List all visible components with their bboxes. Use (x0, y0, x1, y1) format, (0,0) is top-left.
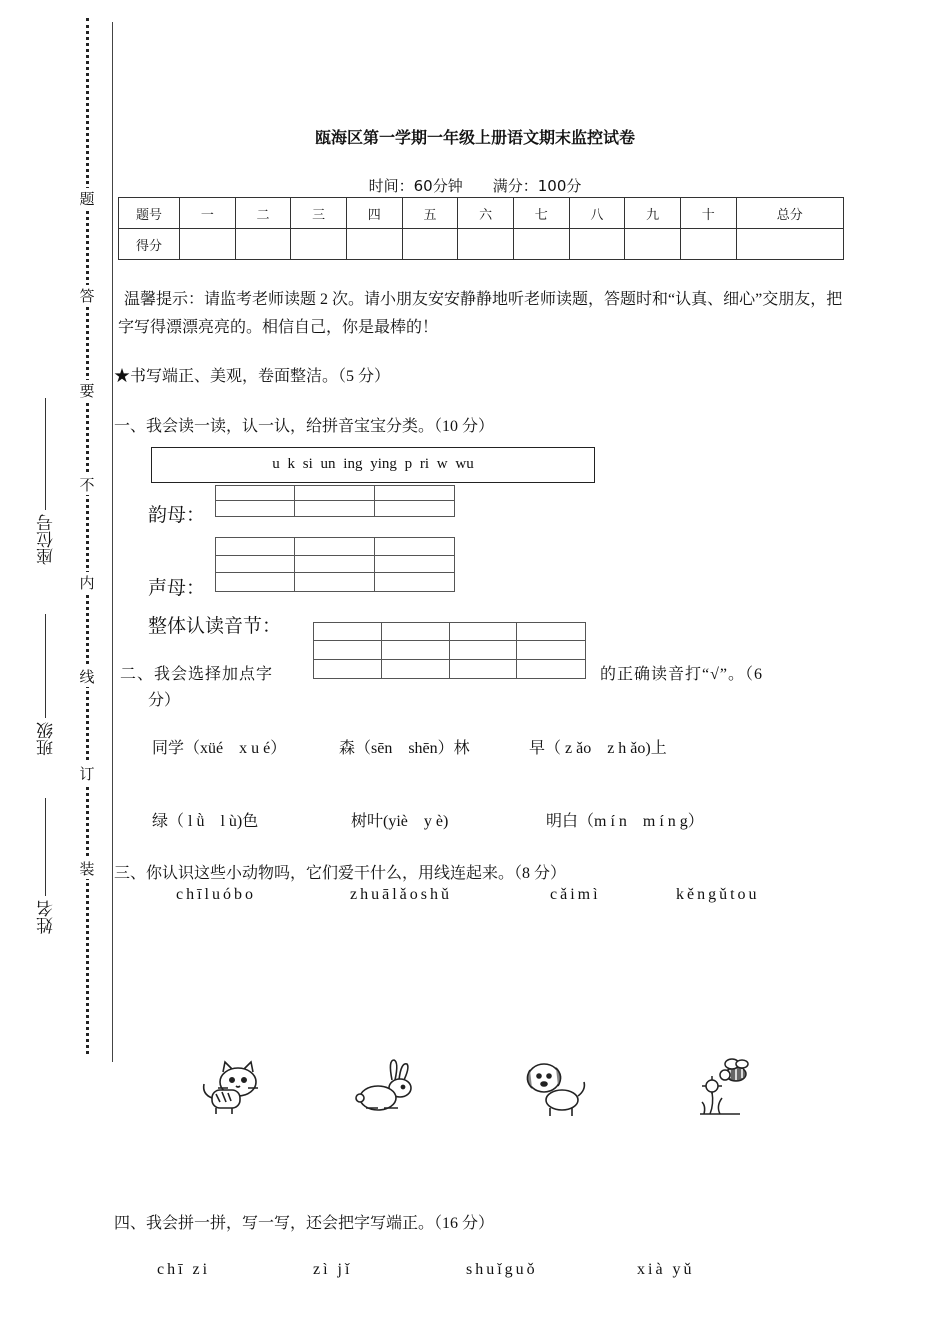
header-cell: 一 (180, 198, 236, 229)
score-cell[interactable] (625, 229, 681, 260)
q2-title-left: 二、我会选择加点字 (120, 666, 274, 683)
writing-note: ★书写端正、美观，卷面整洁。（5 分） (114, 368, 391, 385)
q2-item-2[interactable]: 森（sēn shēn）林 (339, 740, 470, 757)
q4-title: 四、我会拼一拼，写一写，还会把字写端正。（16 分） (114, 1215, 495, 1232)
bee-icon[interactable] (698, 1056, 754, 1118)
score-cell[interactable] (458, 229, 514, 260)
q2-title-right: 的正确读音打“√”。（6 (600, 666, 763, 683)
q4-pinyin-2: zì jǐ (313, 1261, 353, 1278)
margin-char-da: 答 (77, 285, 97, 306)
name-blank (45, 798, 46, 896)
score-cell[interactable] (680, 229, 736, 260)
score-cell[interactable] (235, 229, 291, 260)
score-cell[interactable] (513, 229, 569, 260)
score-cell[interactable] (569, 229, 625, 260)
tip-text: 温馨提示：请监考老师读题 2 次。请小朋友安安静静地听老师读题，答题时和“认真、细心”交朋友，把字写得漂漂亮亮的。相信自己，你是最棒的！ (118, 291, 843, 336)
score-cell[interactable] (736, 229, 843, 260)
score-cell[interactable] (346, 229, 402, 260)
q2-item-4[interactable]: 绿（ l ǜ l ù)色 (152, 813, 259, 830)
header-cell: 三 (291, 198, 347, 229)
header-cell: 五 (402, 198, 458, 229)
header-cell: 六 (458, 198, 514, 229)
margin-char-bu: 不 (77, 474, 97, 495)
header-cell: 题号 (119, 198, 180, 229)
binding-dotted-line (86, 18, 89, 1054)
score-cell[interactable] (180, 229, 236, 260)
header-cell: 总分 (736, 198, 843, 229)
header-cell: 八 (569, 198, 625, 229)
class-label: 班级 (37, 722, 57, 756)
zhengti-grid[interactable] (313, 622, 586, 679)
q1-title: 一、我会读一读，认一认，给拼音宝宝分类。（10 分） (114, 418, 495, 435)
q2-item-3[interactable]: 早（ z ǎo z h ǎo)上 (529, 740, 667, 757)
class-blank (45, 614, 46, 718)
q3-title: 三、你认识这些小动物吗，它们爱干什么，用线连起来。（8 分） (114, 865, 567, 882)
q3-pinyin-1[interactable]: chīluóbo (176, 886, 256, 903)
q4-pinyin-4: xià yǔ (637, 1261, 695, 1278)
rabbit-icon[interactable] (352, 1058, 418, 1118)
q4-pinyin-1: chī zi (157, 1261, 211, 1278)
zhengti-label: 整体认读音节： (148, 616, 282, 637)
margin-char-zhuang: 装 (77, 858, 97, 879)
exam-info: 时间：60分钟 满分：100分 (368, 177, 582, 195)
shengmu-grid[interactable] (215, 537, 455, 592)
score-table-header-row (119, 198, 844, 229)
header-cell: 二 (235, 198, 291, 229)
header-cell: 十 (680, 198, 736, 229)
score-cell[interactable] (291, 229, 347, 260)
yunmu-label: 韵母： (148, 505, 206, 526)
q3-pinyin-3[interactable]: cǎimì (550, 886, 601, 903)
margin-char-ti: 题 (77, 188, 97, 209)
q2-title-end: 分） (148, 692, 181, 709)
score-table-score-row (119, 229, 844, 260)
q2-item-5[interactable]: 树叶(yiè y è) (351, 813, 449, 830)
margin-char-nei: 内 (77, 572, 97, 593)
yunmu-grid[interactable] (215, 485, 455, 517)
seat-blank (45, 398, 46, 510)
margin-char-yao: 要 (77, 380, 97, 401)
shengmu-label: 声母： (148, 578, 206, 599)
q2-item-1[interactable]: 同学（xüé x u é） (152, 740, 287, 757)
score-cell[interactable] (402, 229, 458, 260)
q3-pinyin-2[interactable]: zhuālǎoshǔ (350, 886, 452, 903)
page-title: 瓯海区第一学期一年级上册语文期末监控试卷 (314, 128, 635, 147)
margin-char-ding: 订 (77, 763, 97, 784)
header-cell: 七 (513, 198, 569, 229)
dog-icon[interactable] (522, 1058, 588, 1118)
seat-label: 座位号 (37, 514, 57, 565)
q3-pinyin-4[interactable]: kěngǔtou (676, 886, 760, 903)
header-cell: 四 (346, 198, 402, 229)
score-row-label: 得分 (119, 229, 180, 260)
name-label: 姓名 (37, 900, 57, 934)
q2-item-6[interactable]: 明白（m í n m í n g） (546, 813, 704, 830)
header-cell: 九 (625, 198, 681, 229)
q4-pinyin-3: shuǐguǒ (466, 1261, 538, 1278)
margin-char-xian: 线 (77, 666, 97, 687)
score-table (118, 197, 844, 260)
cat-icon[interactable] (198, 1060, 264, 1116)
pinyin-box: u k si un ing ying p ri w wu (151, 447, 595, 483)
